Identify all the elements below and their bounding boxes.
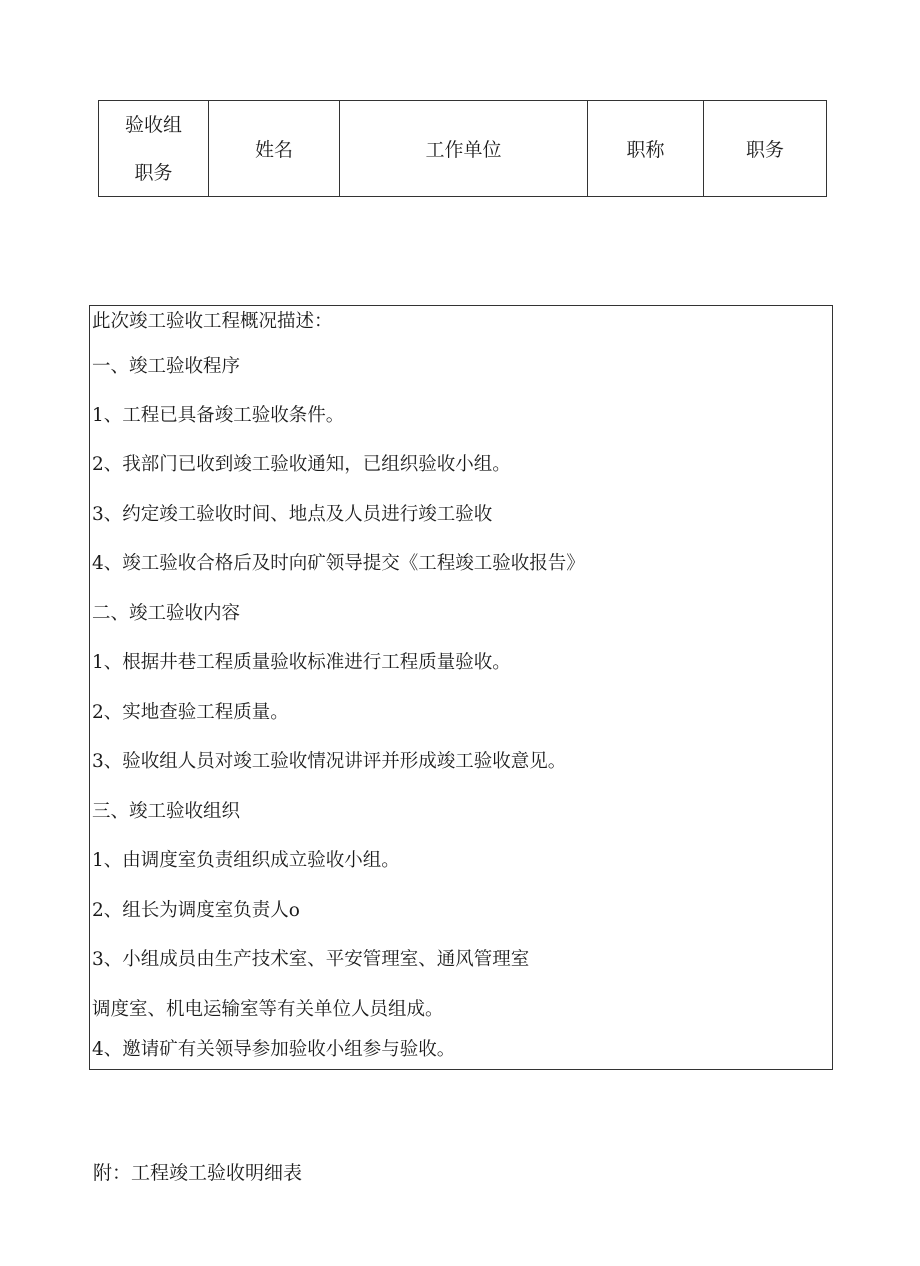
section-2-item-1: 1、根据井巷工程质量验收标准进行工程质量验收。 xyxy=(92,652,511,673)
section-2-title: 二、竣工验收内容 xyxy=(92,603,241,624)
header-cell-work-unit: 工作单位 xyxy=(340,101,588,197)
header-cell-title: 职称 xyxy=(588,101,704,197)
section-1-item-3: 3、约定竣工验收时间、地点及人员进行竣工验收 xyxy=(92,504,493,525)
section-3-item-3: 3、小组成员由生产技术室、平安管理室、通风管理室 xyxy=(92,949,530,970)
header-team-role-line2: 职务 xyxy=(134,161,173,184)
section-1-item-2: 2、我部门已收到竣工验收通知，已组织验收小组。 xyxy=(92,454,511,475)
section-2-item-2: 2、实地查验工程质量。 xyxy=(92,702,289,723)
project-overview-box xyxy=(89,305,833,1070)
header-team-role-line1: 验收组 xyxy=(124,113,182,136)
acceptance-team-header-table xyxy=(98,100,827,197)
appendix-note: 附：工程竣工验收明细表 xyxy=(93,1162,303,1184)
section-3-item-1: 1、由调度室负责组织成立验收小组。 xyxy=(92,850,400,871)
section-3-item-4: 4、邀请矿有关领导参加验收小组参与验收。 xyxy=(92,1039,456,1060)
section-1-item-4: 4、竣工验收合格后及时向矿领导提交《工程竣工验收报告》 xyxy=(92,553,585,574)
section-1-item-1: 1、工程已具备竣工验收条件。 xyxy=(92,405,345,426)
section-1-title: 一、竣工验收程序 xyxy=(92,356,241,377)
header-cell-team-role xyxy=(99,101,209,197)
section-3-item-2: 2、组长为调度室负责人o xyxy=(92,900,300,921)
overview-heading: 此次竣工验收工程概况描述： xyxy=(92,311,333,332)
section-3-item-3-cont: 调度室、机电运输室等有关单位人员组成。 xyxy=(92,999,444,1020)
section-3-title: 三、竣工验收组织 xyxy=(92,801,241,822)
section-2-item-3: 3、验收组人员对竣工验收情况讲评并形成竣工验收意见。 xyxy=(92,751,567,772)
header-cell-name: 姓名 xyxy=(209,101,340,197)
header-row xyxy=(99,101,827,197)
header-cell-position: 职务 xyxy=(704,101,827,197)
